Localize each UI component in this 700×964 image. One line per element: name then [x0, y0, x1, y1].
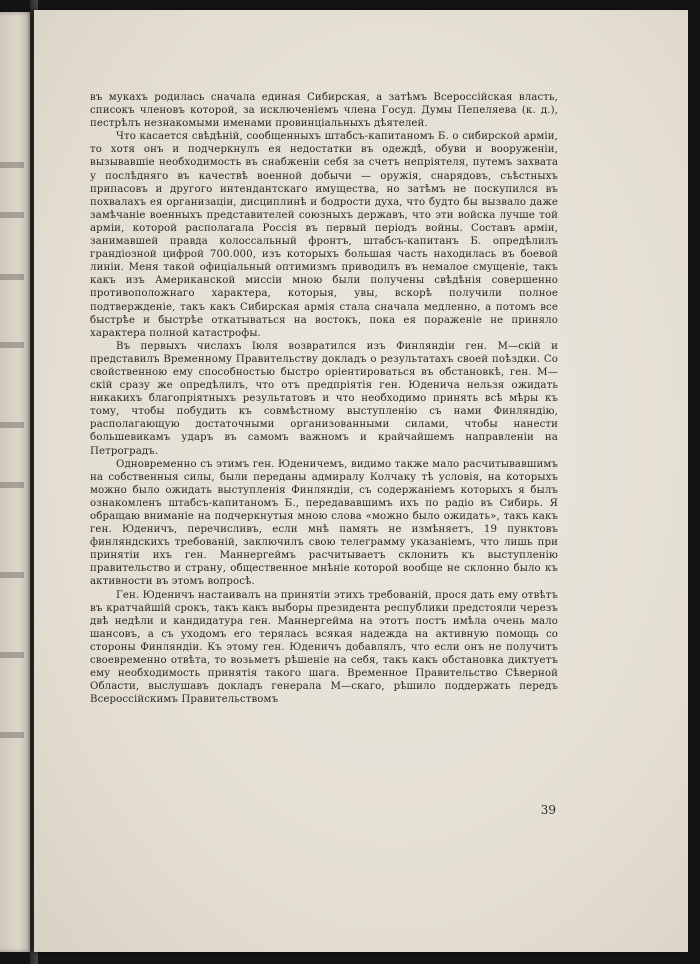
body-text: [90, 91, 558, 706]
paragraph-4: Одновременно съ этимъ ген. Юденичемъ, видимо также мало расчитывавшимъ на собственныя силы, были переданы адмиралу Колчаку тѣ условія, на которыхъ можно было ожидать выступленія Финляндіи, съ содержаніемъ которыхъ я былъ ознакомленъ штабсъ-капитаномъ Б., передававшимъ ихъ по радіо въ Сибирь. Я обращаю вниманіе на подчеркнутыя мною слова «можно было ожидать», такъ какъ ген. Юденичъ, перечисливъ, если мнѣ память не измѣняетъ, 19 пунктовъ финляндскихъ требованій, заключилъ свою телеграмму указаніемъ, что лишь при принятіи ихъ ген. Маннергеймъ расчитываетъ склонить къ выступленію правительство и страну, общественное мнѣніе которой вообще не склонно было къ активности въ этомъ вопросѣ.: [90, 458, 558, 588]
page-number: 39: [540, 803, 556, 817]
facing-page-edge: [0, 12, 34, 952]
paragraph-3: Въ первыхъ числахъ Іюля возвратился изъ Финляндіи ген. М—скій и представилъ Временному Правительству докладъ о результатахъ своей поѣздки. Со свойственною ему способностью быстро оріентироваться въ обстановкѣ, ген. М—скій сразу же опредѣлилъ, что отъ предпріятія ген. Юденича нельзя ожидать никакихъ благопріятныхъ результатовъ и что необходимо принять всѣ мѣры къ тому, чтобы побудить къ совмѣстному выступленію съ нами Финляндію, располагающую достаточными организованными силами, чтобы нанести большевикамъ ударъ въ самомъ важномъ и крайчайшемъ направленіи на Петроградъ.: [90, 340, 558, 457]
book-page: [34, 10, 688, 952]
paragraph-2: Что касается свѣдѣній, сообщенныхъ штабсъ-капитаномъ Б. о сибирской арміи, то хотя онъ и подчеркнулъ ея недостатки въ одеждѣ, обуви и вооруженіи, вызывавшіе необходимость въ снабженіи себя за счетъ непріятеля, путемъ захвата у послѣдняго въ качествѣ военной добычи — оружія, снарядовъ, съѣстныхъ припасовъ и другого интендантскаго имущества, но затѣмъ не поскупился въ похвалахъ ея организаціи, дисциплинѣ и бодрости духа, что будто бы вызвало даже замѣчаніе военныхъ представителей союзныхъ державъ, что эти войска лучше той арміи, которой располагала Россія въ первый періодъ войны. Составъ арміи, занимавшей правда колоссальный фронтъ, штабсъ-капитанъ Б. опредѣлилъ грандіозной цифрой 700.000, изъ которыхъ большая часть находилась въ боевой линіи. Меня такой офиціальный оптимизмъ приводилъ въ немалое смущеніе, такъ какъ изъ Американской миссіи мною были получены свѣдѣнія совершенно противоположнаго характера, которыя, увы, вскорѣ получили полное подтвержденіе, такъ какъ Сибирская армія стала сначала медленно, а потомъ все быстрѣе и быстрѣе откатываться на востокъ, пока ея пораженіе не приняло характера полной катастрофы.: [90, 131, 558, 339]
paragraph-1: въ мукахъ родилась сначала единая Сибирская, а затѣмъ Всероссійская власть, списокъ членовъ которой, за исключеніемъ члена Госуд. Думы Пепеляева (к. д.), пестрѣлъ незнакомыми именами провинціальныхъ дѣятелей.: [90, 92, 558, 130]
paragraph-5: Ген. Юденичъ настаивалъ на принятіи этихъ требованій, прося дать ему отвѣтъ въ кратчайшій срокъ, такъ какъ выборы президента республики предстояли черезъ двѣ недѣли и кандидатура ген. Маннергейма на этотъ постъ имѣла очень мало шансовъ, а съ уходомъ его терялась всякая надежда на активную помощь со стороны Финляндіи. Къ этому ген. Юденичъ добавлялъ, что если онъ не получитъ своевременно отвѣта, то возьметъ рѣшеніе на себя, такъ какъ обстановка диктуетъ ему необходимость принятія такого шага. Временное Правительство Сѣверной Области, выслушавъ докладъ генерала М—скаго, рѣшило поддержать передъ Всероссійскимъ Правительствомъ: [90, 589, 558, 706]
